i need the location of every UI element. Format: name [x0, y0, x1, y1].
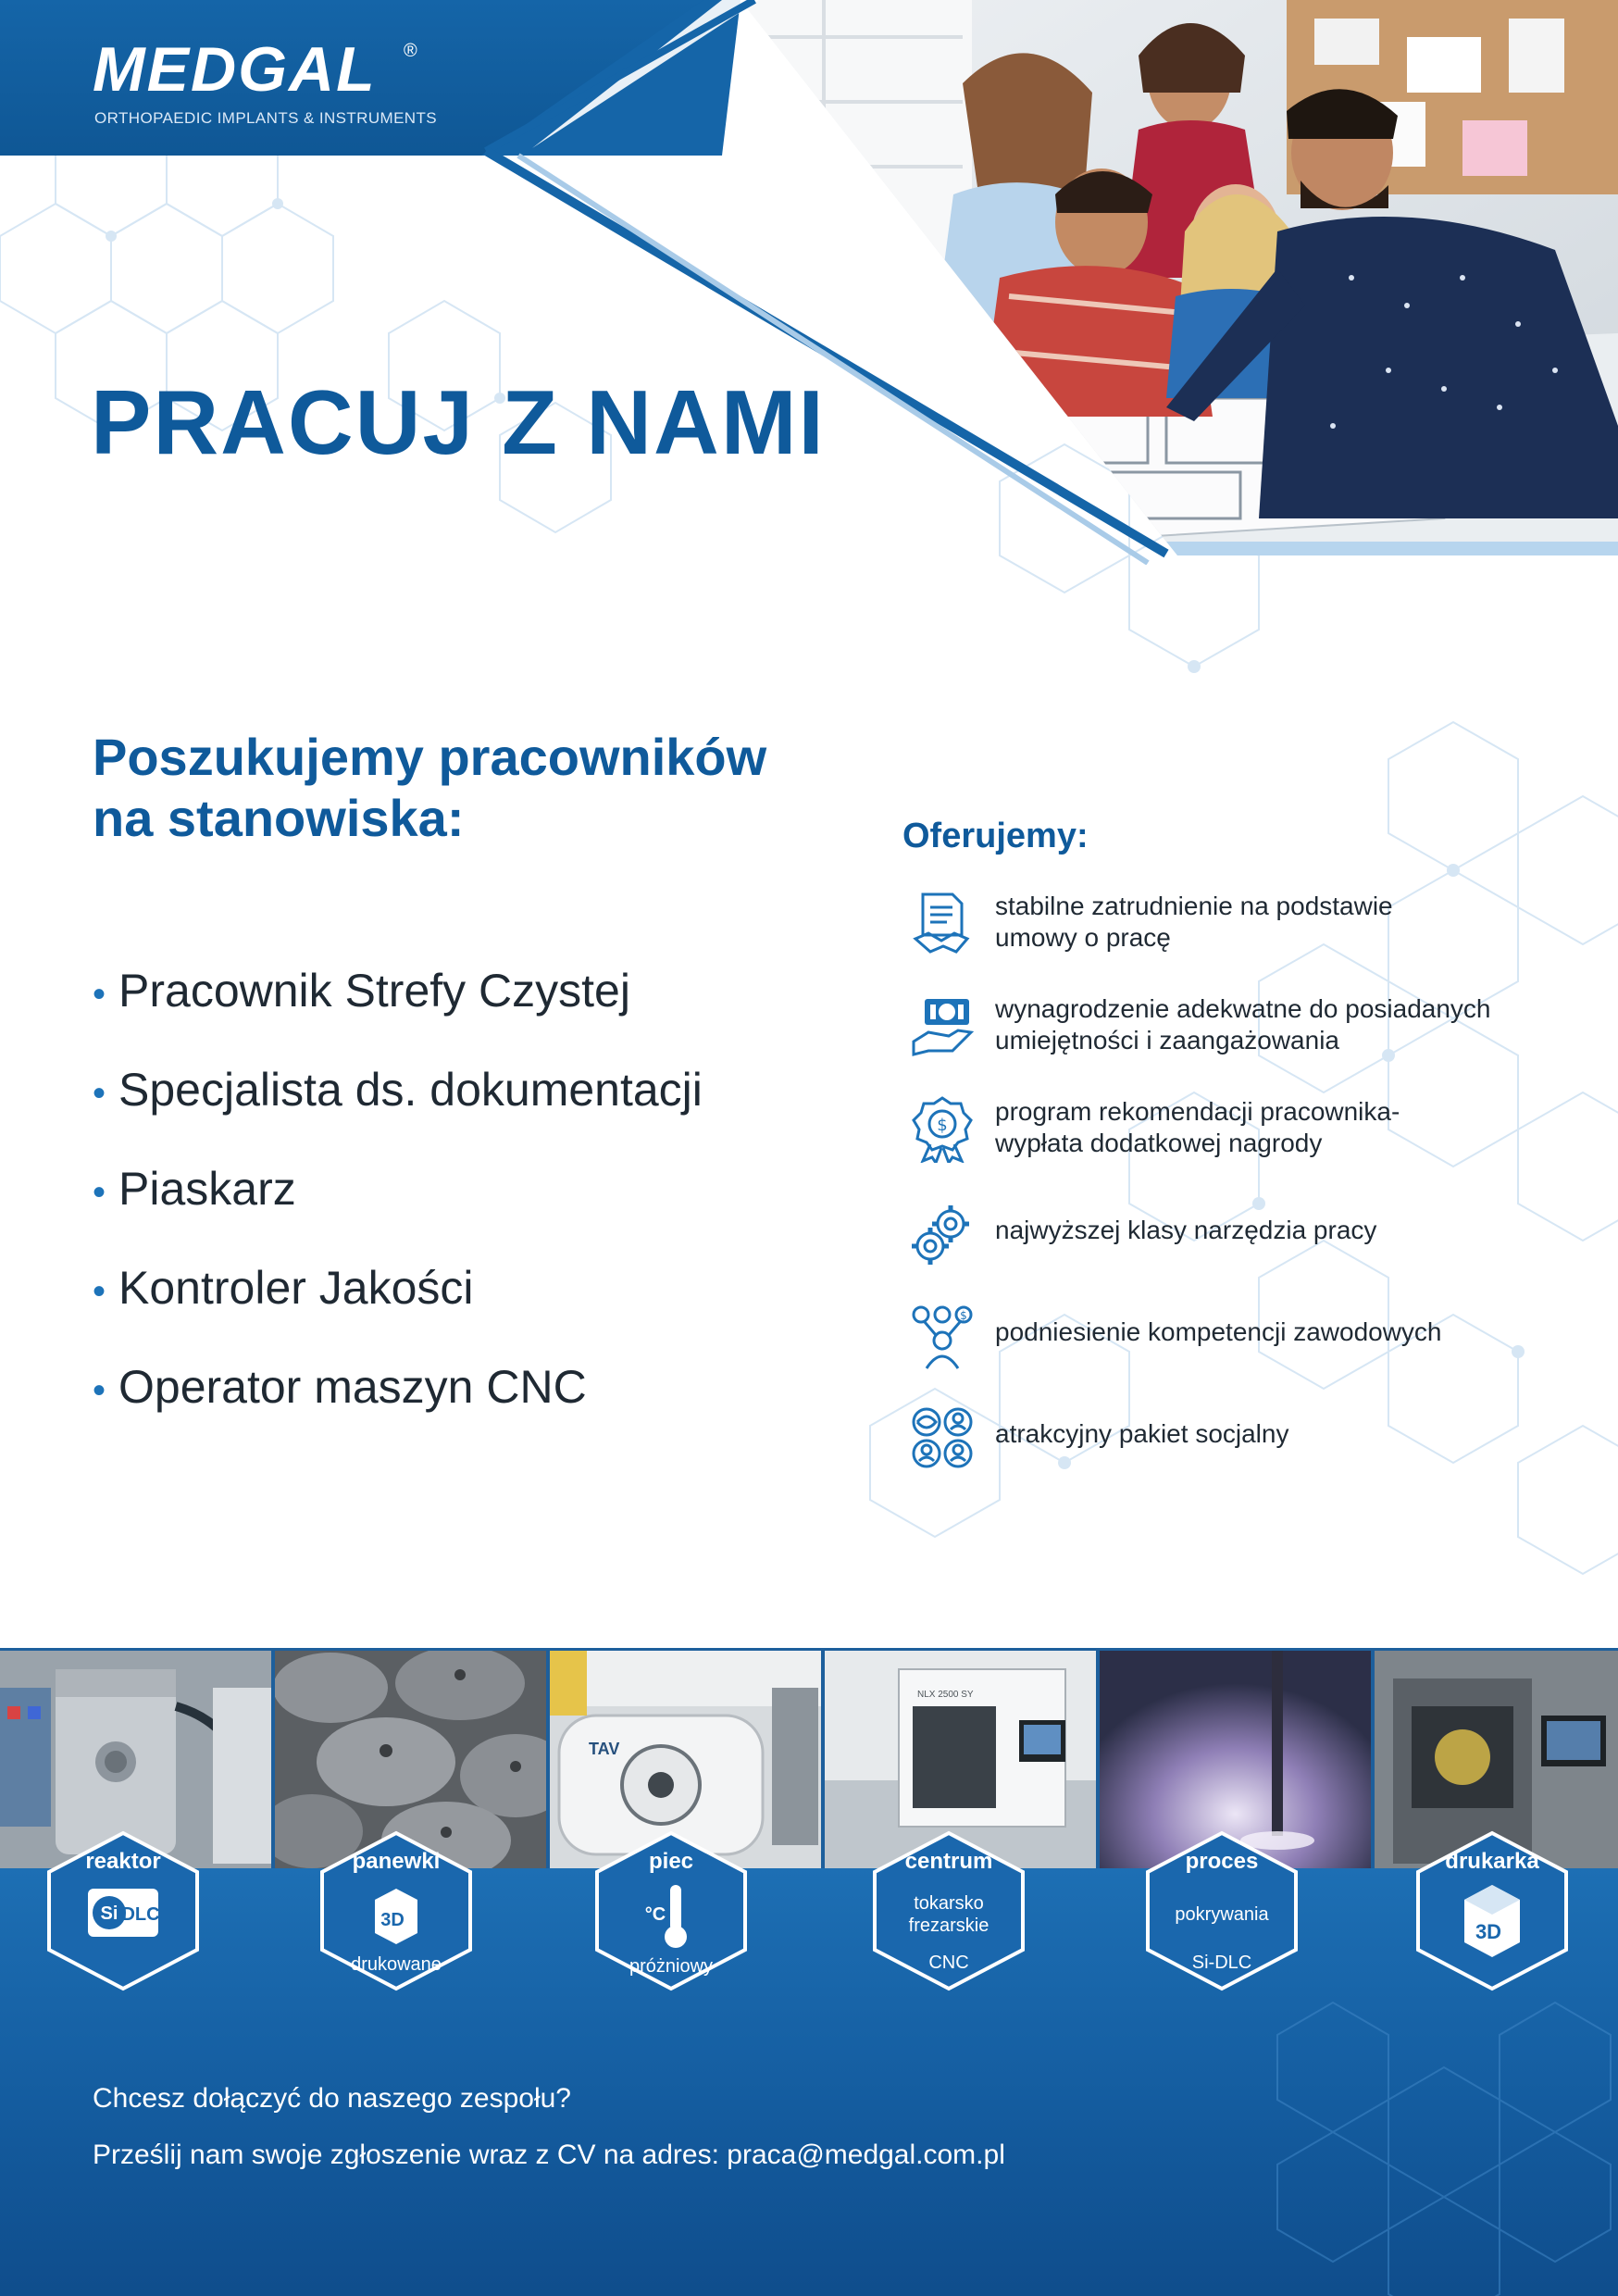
list-item [93, 1156, 703, 1255]
badge-cups [322, 1833, 470, 1989]
offer-line: najwyższej klasy narzędzia pracy [995, 1216, 1377, 1244]
bullet-icon: • [93, 1271, 106, 1312]
contract-handshake-icon [910, 891, 975, 957]
offer-text [995, 1418, 1587, 1450]
machine-label: TAV [589, 1740, 620, 1758]
badge-top-label: drukarka [1445, 1849, 1539, 1874]
badge-top-label: piec [648, 1849, 694, 1874]
gears-icon [910, 1202, 975, 1268]
badge-cnc [875, 1833, 1023, 1989]
position-label: Operator maszyn CNC [118, 1361, 587, 1413]
badge-bottom-label: próżniowy [629, 1956, 714, 1977]
cnc-label: NLX 2500 SY [917, 1690, 974, 1700]
positions-title-line2: na stanowiska: [93, 789, 465, 847]
offer-line: program rekomendacji pracownika- [995, 1097, 1400, 1126]
offer-text [995, 891, 1587, 954]
badge-mid-label: 3D [1475, 1920, 1502, 1943]
bullet-icon: • [93, 974, 106, 1015]
offer-line: atrakcyjny pakiet socjalny [995, 1419, 1289, 1448]
registered-mark: ® [404, 41, 417, 61]
badge-row [0, 1815, 1618, 2018]
bullet-icon: • [93, 1073, 106, 1114]
badge-top-label: reaktor [85, 1849, 161, 1874]
svg-text:$: $ [960, 1309, 967, 1322]
skills-growth-icon [910, 1304, 975, 1370]
bullet-icon: • [93, 1172, 106, 1213]
offer-item-skills [902, 1304, 1569, 1387]
offer-line: umiejętności i zaangażowania [995, 1026, 1339, 1054]
badge-mid-label: 3D [380, 1910, 404, 1930]
equipment-badges [0, 1815, 1618, 2018]
badge-mid-label: Si [100, 1903, 118, 1924]
badge-bottom-label: drukowane [351, 1954, 442, 1975]
positions-title-line1: Poszukujemy pracowników [93, 728, 767, 786]
award-dollar-icon [910, 1096, 975, 1163]
money-hand-icon [910, 993, 975, 1060]
page-title: PRACUJ Z NAMI [91, 371, 826, 473]
offer-line: umowy o pracę [995, 923, 1171, 952]
offer-line: podniesienie kompetencji zawodowych [995, 1317, 1442, 1346]
list-item [93, 1057, 703, 1156]
offer-title: Oferujemy: [902, 817, 1089, 855]
badge-top-label: panewki [352, 1849, 441, 1874]
offer-item-salary [902, 993, 1569, 1077]
offer-text [995, 1096, 1587, 1159]
brand-logo: MEDGAL [93, 34, 377, 105]
positions-list [93, 958, 703, 1454]
list-item [93, 1354, 703, 1454]
position-label: Piaskarz [118, 1163, 296, 1215]
badge-bottom-label: CNC [928, 1953, 969, 1973]
badge-mid-label2: DLC [121, 1904, 160, 1925]
badge-reactor [49, 1833, 197, 1989]
svg-text:$: $ [937, 1116, 948, 1135]
list-item [93, 958, 703, 1057]
badge-furnace [597, 1833, 745, 1989]
badge-mid-label: °C [644, 1904, 666, 1925]
offer-line: stabilne zatrudnienie na podstawie [995, 892, 1393, 920]
social-people-icon [910, 1405, 975, 1472]
brand-tagline: ORTHOPAEDIC IMPLANTS & INSTRUMENTS [94, 109, 438, 127]
badge-printer [1418, 1833, 1566, 1989]
offer-item-social [902, 1405, 1569, 1489]
badge-mid-label: tokarsko [914, 1893, 984, 1914]
position-label: Specjalista ds. dokumentacji [118, 1064, 703, 1116]
offer-line: wypłata dodatkowej nagrody [995, 1129, 1323, 1157]
badge-mid-label: pokrywania [1175, 1904, 1269, 1925]
offer-text [995, 1215, 1587, 1246]
positions-title [93, 727, 766, 849]
badge-mid-label2: frezarskie [908, 1915, 989, 1936]
offer-line: wynagrodzenie adekwatne do posiadanych [995, 994, 1491, 1023]
badge-top-label: proces [1185, 1849, 1259, 1874]
bullet-icon: • [93, 1370, 106, 1411]
footer-contact: Prześlij nam swoje zgłoszenie wraz z CV na adres: praca@medgal.com.pl [93, 2140, 1005, 2170]
position-label: Kontroler Jakości [118, 1262, 474, 1314]
position-label: Pracownik Strefy Czystej [118, 965, 630, 1017]
offer-item-tools [902, 1202, 1569, 1285]
footer-question: Chcesz dołączyć do naszego zespołu? [93, 2083, 571, 2114]
offer-text [995, 993, 1587, 1056]
badge-coating [1148, 1833, 1296, 1989]
list-item [93, 1255, 703, 1354]
offer-item-referral [902, 1096, 1569, 1179]
offer-item-contract [902, 891, 1569, 974]
badge-bottom-label: Si-DLC [1191, 1953, 1252, 1973]
badge-top-label: centrum [904, 1849, 993, 1874]
offer-text [995, 1316, 1587, 1348]
